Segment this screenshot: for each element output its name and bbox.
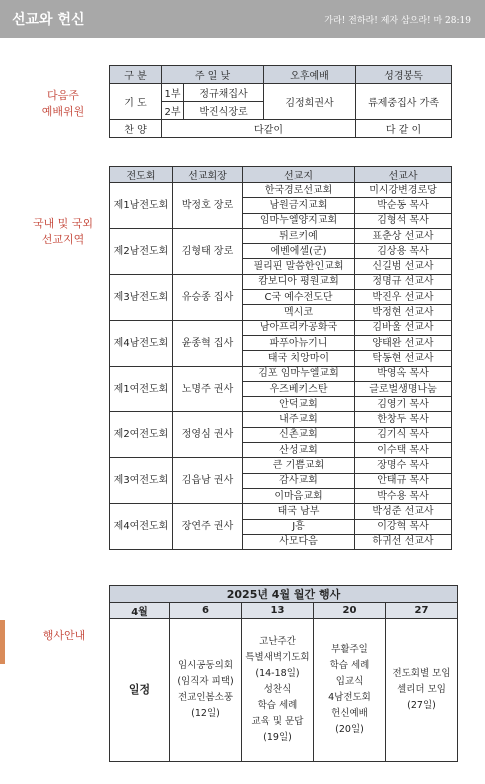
event-line: 헌신예배: [331, 708, 368, 719]
missionary-name: 김바울 선교사: [355, 320, 452, 335]
worship-label-line2: 예배위원: [41, 105, 85, 118]
mission-field: 에벤에셀(군): [243, 244, 355, 259]
events-header-20: 20: [314, 603, 386, 619]
mission-society: 제1남전도회: [110, 183, 173, 229]
event-line: 고난주간: [259, 636, 296, 647]
mission-row: [110, 274, 452, 289]
events-row-label: 일정: [110, 619, 170, 762]
mission-header-field: 선교지: [243, 167, 355, 183]
event-line: 임시공동의회: [177, 660, 234, 671]
mission-leader: 장연주 권사: [173, 504, 243, 550]
worship-section-label: [28, 88, 98, 120]
header-verse: 가라! 전하라! 제자 삼으라! 마 28:19: [324, 16, 471, 26]
missionary-name: 박진우 선교사: [355, 290, 452, 305]
event-line: 학습 세례: [329, 660, 370, 671]
event-cell: [170, 619, 242, 762]
worship-committee-table: [109, 65, 452, 138]
mission-field: 김포 임마누엘교회: [243, 366, 355, 381]
missionary-name: 하귀선 선교사: [355, 534, 452, 549]
mission-field: 사모다음: [243, 534, 355, 549]
event-line: 성찬식: [263, 684, 292, 695]
event-line: 전교인봄소풍: [177, 692, 234, 703]
mission-leader: 박정호 장로: [173, 183, 243, 229]
missionary-name: 신길범 선교사: [355, 259, 452, 274]
page-header: [0, 0, 485, 38]
event-line: 교육 및 문답: [251, 716, 304, 727]
mission-field: 안덕교회: [243, 397, 355, 412]
event-line: (19일): [263, 732, 292, 743]
mission-field: 멕시코: [243, 305, 355, 320]
mission-society: 제3남전도회: [110, 274, 173, 320]
events-section-label: 행사안내: [42, 629, 86, 642]
bible-reading: 류제중집사 가족: [356, 84, 452, 120]
mission-label-line2: 선교지역: [41, 233, 85, 246]
mission-row: [110, 320, 452, 335]
mission-field: 내주교회: [243, 412, 355, 427]
row-label-prayer: 기 도: [110, 84, 162, 120]
event-line: 4남전도회: [328, 692, 371, 703]
missionary-name: 표춘상 선교사: [355, 228, 452, 243]
header-afternoon: 오후예배: [264, 66, 356, 84]
mission-society: 제1여전도회: [110, 366, 173, 412]
mission-table-body: [110, 183, 452, 550]
missionary-name: 양태완 선교사: [355, 335, 452, 350]
event-line: 전도회별 모임: [392, 668, 451, 679]
mission-field: 감사교회: [243, 473, 355, 488]
missionary-name: 미시강변경로당: [355, 183, 452, 198]
mission-table: [109, 166, 452, 550]
mission-field: 남원금지교회: [243, 198, 355, 213]
event-cell: [314, 619, 386, 762]
mission-society: 제2남전도회: [110, 228, 173, 274]
mission-row: [110, 228, 452, 243]
events-caption: 2025년 4월 월간 행사: [110, 586, 458, 603]
event-line: (임직자 피택): [177, 676, 234, 687]
mission-row: [110, 366, 452, 381]
mission-field: 임마누엘양지교회: [243, 213, 355, 228]
events-header-27: 27: [386, 603, 458, 619]
mission-leader: 김형태 장로: [173, 228, 243, 274]
mission-field: 남아프리카공화국: [243, 320, 355, 335]
mission-field: C국 예수전도단: [243, 290, 355, 305]
event-line: 부활주일: [331, 644, 368, 655]
missionary-name: 박수용 목사: [355, 488, 452, 503]
mission-field: 산성교회: [243, 443, 355, 458]
event-line: 특별새벽기도회: [245, 652, 310, 663]
mission-society: 제4남전도회: [110, 320, 173, 366]
mission-leader: 노명주 권사: [173, 366, 243, 412]
event-cell: [386, 619, 458, 762]
mission-society: 제4여전도회: [110, 504, 173, 550]
mission-field: 신촌교회: [243, 427, 355, 442]
mission-field: 캄보디아 평원교회: [243, 274, 355, 289]
mission-row: [110, 183, 452, 198]
missionary-name: 김영기 목사: [355, 397, 452, 412]
mission-field: 이마음교회: [243, 488, 355, 503]
missionary-name: 김형석 목사: [355, 213, 452, 228]
missionary-name: 글로벌생명나눔: [355, 381, 452, 396]
events-accent-bar: [0, 620, 5, 664]
mission-field: 파푸아뉴기니: [243, 335, 355, 350]
mission-society: 제3여전도회: [110, 458, 173, 504]
event-line: (12일): [191, 708, 220, 719]
mission-leader: 윤종혁 집사: [173, 320, 243, 366]
missionary-name: 박영옥 목사: [355, 366, 452, 381]
header-category: 구 분: [110, 66, 162, 84]
afternoon-prayer: 김정희권사: [264, 84, 356, 120]
mission-section-label: [22, 216, 104, 248]
mission-leader: 정영심 권사: [173, 412, 243, 458]
mission-field: 필리핀 말씀한인교회: [243, 259, 355, 274]
missionary-name: 김상용 목사: [355, 244, 452, 259]
missionary-name: 김기식 목사: [355, 427, 452, 442]
mission-label-line1: 국내 및 국외: [32, 217, 94, 230]
praise-day: 다같이: [162, 120, 356, 138]
mission-field: 한국경로선교회: [243, 183, 355, 198]
missionary-name: 이강혁 목사: [355, 519, 452, 534]
row-label-praise: 찬 양: [110, 120, 162, 138]
service-1-label: 1부: [162, 84, 184, 102]
event-line: (27일): [407, 700, 436, 711]
mission-row: [110, 412, 452, 427]
mission-field: 큰 기쁨교회: [243, 458, 355, 473]
missionary-name: 박순동 목사: [355, 198, 452, 213]
event-line: 학습 세례: [257, 700, 298, 711]
header-sunday: 주 일 낮: [162, 66, 264, 84]
mission-field: 우즈베키스탄: [243, 381, 355, 396]
header-reading: 성경봉독: [356, 66, 452, 84]
missionary-name: 박정현 선교사: [355, 305, 452, 320]
mission-field: 태국 치앙마이: [243, 351, 355, 366]
missionary-name: 정명규 선교사: [355, 274, 452, 289]
service-1-name: 정규채집사: [184, 84, 264, 102]
worship-label-line1: 다음주: [47, 89, 79, 102]
mission-leader: 김읍남 권사: [173, 458, 243, 504]
mission-header-leader: 선교회장: [173, 167, 243, 183]
event-line: 셀리더 모임: [397, 684, 446, 695]
missionary-name: 안태규 목사: [355, 473, 452, 488]
mission-row: [110, 458, 452, 473]
mission-row: [110, 504, 452, 519]
mission-header-missionary: 선교사: [355, 167, 452, 183]
missionary-name: 박성준 선교사: [355, 504, 452, 519]
event-line: 입교식: [335, 676, 364, 687]
mission-field: 태국 남부: [243, 504, 355, 519]
missionary-name: 탁동현 선교사: [355, 351, 452, 366]
events-header-13: 13: [242, 603, 314, 619]
praise-reading: 다 같 이: [356, 120, 452, 138]
events-header-month: 4월: [110, 603, 170, 619]
mission-society: 제2여전도회: [110, 412, 173, 458]
mission-leader: 유승종 집사: [173, 274, 243, 320]
mission-header-society: 전도회: [110, 167, 173, 183]
mission-field: J흥: [243, 519, 355, 534]
missionary-name: 장명수 목사: [355, 458, 452, 473]
page-title: 선교와 헌신: [12, 12, 85, 28]
mission-field: 튀르키예: [243, 228, 355, 243]
event-cell: [242, 619, 314, 762]
service-2-name: 박진식장로: [184, 102, 264, 120]
missionary-name: 한창두 목사: [355, 412, 452, 427]
events-header-6: 6: [170, 603, 242, 619]
events-table: [109, 585, 458, 762]
event-line: (14-18일): [255, 668, 300, 679]
event-line: (20일): [335, 724, 364, 735]
service-2-label: 2부: [162, 102, 184, 120]
missionary-name: 이수택 목사: [355, 443, 452, 458]
